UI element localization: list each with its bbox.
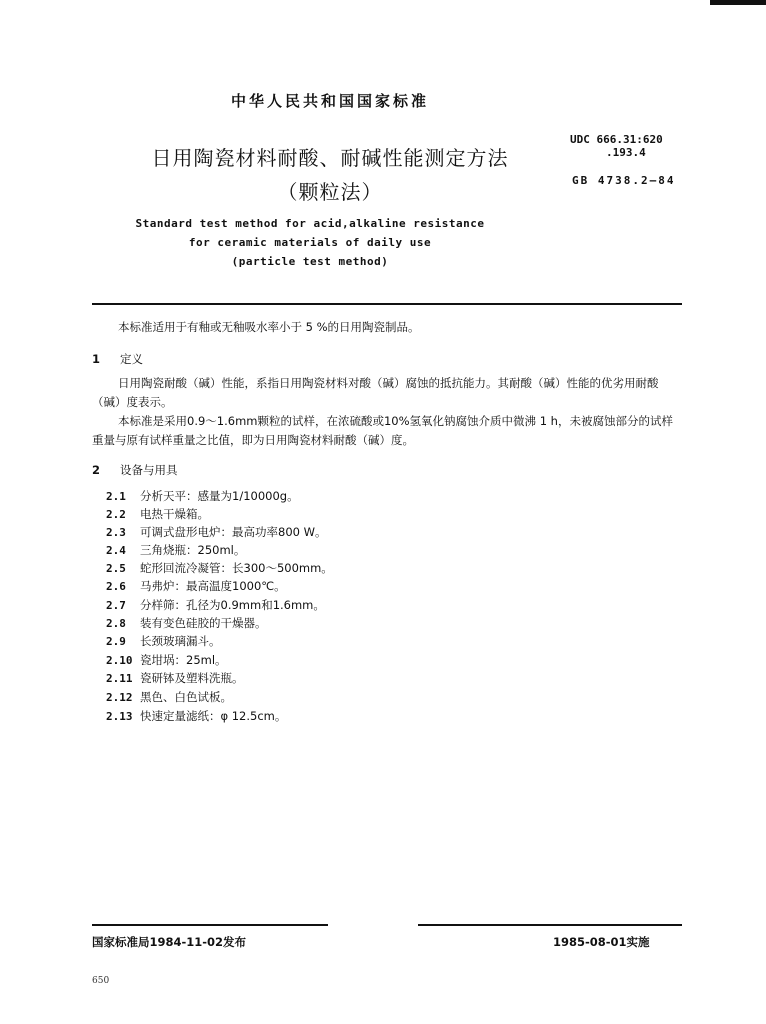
item-number: 2.12 [106, 691, 133, 704]
list-item [106, 669, 244, 688]
gb-code: GB 4738.2—84 [572, 174, 676, 187]
item-text: 蛇形回流冷凝管：长300～500mm。 [140, 561, 333, 575]
list-item [106, 577, 286, 596]
title-en-line1: Standard test method for acid,alkaline resistance [135, 217, 485, 230]
list-item [106, 541, 245, 560]
intro-paragraph: 本标准适用于有釉或无釉吸水率小于 5 %的日用陶瓷制品。 [118, 320, 420, 334]
item-number: 2.11 [106, 672, 133, 685]
footer-divider-right [418, 924, 682, 926]
item-text: 瓷研钵及塑料洗瓶。 [140, 671, 244, 685]
document-title-cn [130, 141, 530, 209]
effective-date: 1985-08-01实施 [553, 935, 650, 949]
udc-code [570, 133, 663, 159]
item-number: 2.1 [106, 490, 126, 503]
issue-date: 国家标准局1984-11-02发布 [92, 935, 247, 949]
footer-divider-left [92, 924, 328, 926]
section-2-number: 2 [92, 463, 101, 477]
section-2-title: 设备与用具 [120, 463, 178, 477]
section-1-number: 1 [92, 352, 101, 366]
udc-line1: UDC 666.31:620 [570, 133, 663, 146]
header-divider [92, 303, 682, 305]
item-number: 2.3 [106, 526, 126, 539]
section-1-heading [92, 351, 143, 367]
item-text: 可调式盘形电炉：最高功率800 W。 [140, 525, 327, 539]
item-number: 2.2 [106, 508, 126, 521]
section-2-heading [92, 462, 178, 478]
item-number: 2.6 [106, 580, 126, 593]
udc-line2: .193.4 [606, 146, 646, 159]
issuing-authority: 中华人民共和国国家标准 [230, 92, 429, 110]
item-text: 电热干燥箱。 [140, 507, 209, 521]
list-item [106, 688, 232, 707]
item-text: 装有变色硅胶的干燥器。 [140, 616, 267, 630]
list-item [106, 559, 333, 578]
item-number: 2.7 [106, 599, 126, 612]
section-1-paragraph-1: 日用陶瓷耐酸（碱）性能，系指日用陶瓷材料对酸（碱）腐蚀的抵抗能力。其耐酸（碱）性能的优劣用耐酸（碱）度表示。 [92, 376, 659, 409]
list-item [106, 596, 325, 615]
list-item [106, 614, 267, 633]
title-en-line2: for ceramic materials of daily use [188, 236, 432, 249]
item-number: 2.9 [106, 635, 126, 648]
item-number: 2.13 [106, 710, 133, 723]
item-number: 2.8 [106, 617, 126, 630]
item-text: 快速定量滤纸：φ 12.5cm。 [140, 709, 287, 723]
section-1-paragraph-2: 本标准是采用0.9～1.6mm颗粒的试样，在浓硫酸或10%氢氧化钠腐蚀介质中微沸 1 h，未被腐蚀部分的试样重量与原有试样重量之比值，即为日用陶瓷材料耐酸（碱）度。 [92, 414, 673, 447]
document-title-en [120, 214, 500, 271]
item-text: 分样筛：孔径为0.9mm和1.6mm。 [140, 598, 325, 612]
item-text: 长颈玻璃漏斗。 [140, 634, 221, 648]
title-cn-line1: 日用陶瓷材料耐酸、耐碱性能测定方法 [151, 146, 509, 170]
page-corner-mark [710, 0, 766, 5]
list-item [106, 523, 326, 542]
list-item [106, 707, 286, 726]
item-text: 三角烧瓶：250ml。 [140, 543, 246, 557]
item-number: 2.5 [106, 562, 126, 575]
title-en-line3: (particle test method) [231, 255, 389, 268]
item-text: 黑色、白色试板。 [140, 690, 232, 704]
item-text: 瓷坩埚：25ml。 [140, 653, 227, 667]
item-text: 分析天平：感量为1/10000g。 [140, 489, 299, 503]
page-number: 650 [92, 976, 110, 986]
list-item [106, 505, 209, 524]
title-cn-line2: （颗粒法） [277, 180, 383, 204]
item-text: 马弗炉：最高温度1000℃。 [140, 579, 286, 593]
list-item [106, 651, 227, 670]
item-number: 2.4 [106, 544, 126, 557]
list-item [106, 487, 299, 506]
list-item [106, 632, 221, 651]
item-number: 2.10 [106, 654, 133, 667]
section-1-title: 定义 [120, 352, 143, 366]
